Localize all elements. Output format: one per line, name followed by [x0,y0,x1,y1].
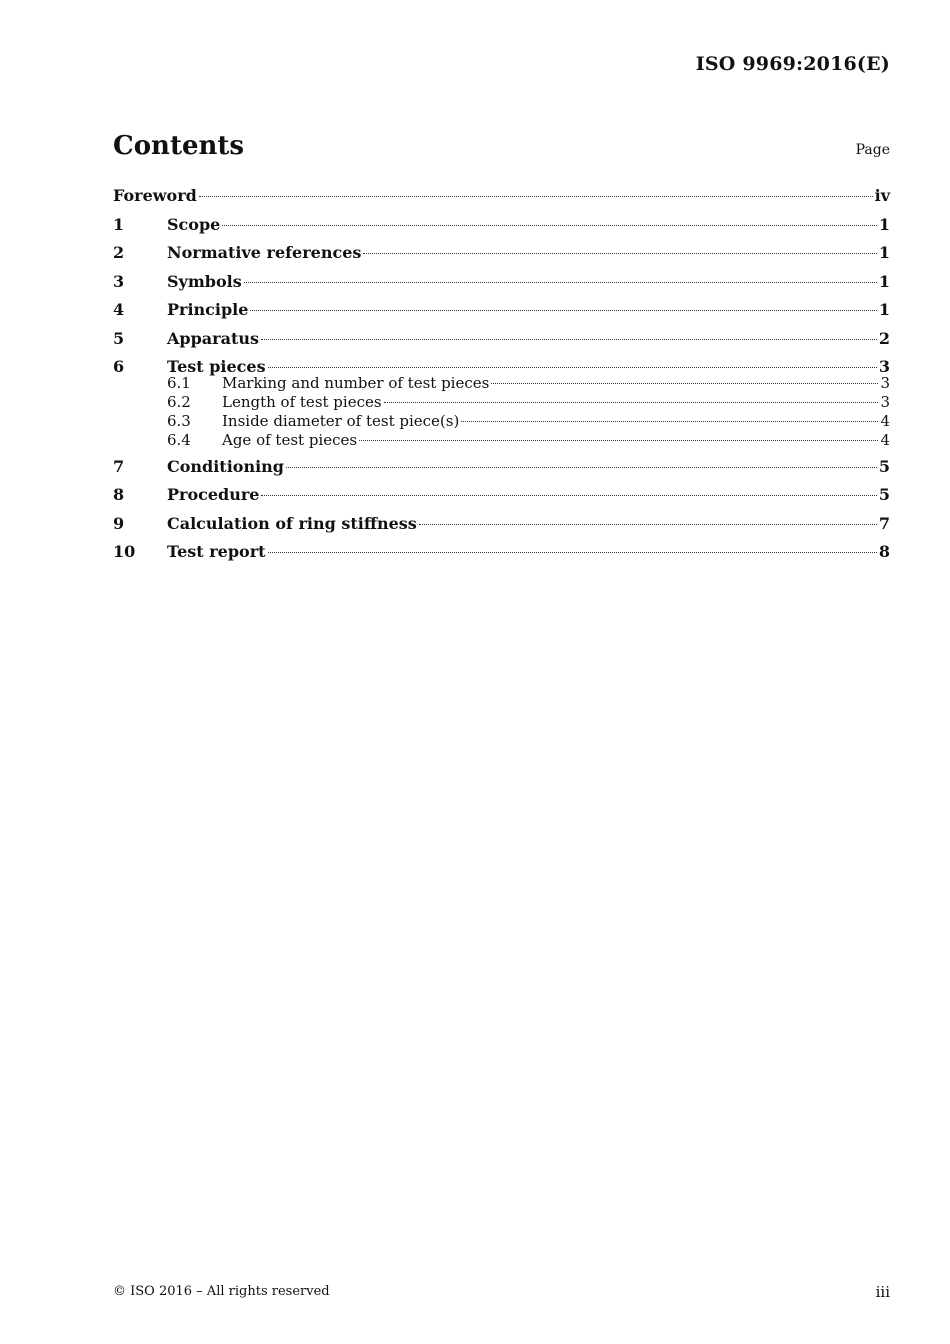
toc-entry-page: 1 [878,243,890,262]
dot-leader [286,467,877,468]
toc-entry[interactable] [113,213,890,242]
toc-entry[interactable] [113,327,890,356]
toc-entry-title: Apparatus [167,328,259,348]
toc-entry[interactable] [113,298,890,327]
toc-entry-title: Normative references [167,243,362,262]
toc-entry-page: 2 [878,328,890,348]
toc-entry-number: 5 [113,328,125,348]
toc-entry-number: 3 [113,271,125,291]
toc-entry[interactable] [113,184,890,213]
toc-entry-page: 1 [878,214,890,234]
toc-entry-page: 8 [878,542,890,561]
dot-leader [250,310,876,311]
toc-entry-title: Principle [167,300,249,319]
toc-entry-number: 7 [113,456,125,476]
toc-entry-title: Test pieces [167,357,266,376]
toc-entry-page: 5 [878,456,890,476]
footer-copyright: © ISO 2016 – All rights reserved [113,1284,330,1299]
toc-subentry[interactable] [113,412,890,431]
toc-entry-page: 1 [878,300,890,319]
toc-entry-title: Calculation of ring stiffness [167,513,417,533]
toc-subentry-number: 6.4 [167,430,191,449]
dot-leader [261,339,877,340]
document-id: ISO 9969:2016(E) [695,53,890,75]
dot-leader [363,253,876,254]
dot-leader [268,367,877,368]
toc-entry-page: iv [874,186,890,205]
toc-subentry-number: 6.2 [167,392,191,411]
dot-leader [384,402,879,403]
dot-leader [222,225,877,226]
toc-entry-title: Test report [167,542,266,561]
dot-leader [244,282,877,283]
toc-entry-number: 1 [113,214,125,234]
toc-subentry-page: 4 [880,411,890,430]
toc-entry-number: 8 [113,485,125,504]
dot-leader [268,552,877,553]
toc-subentry[interactable] [113,431,890,450]
page-column-label: Page [855,142,890,158]
toc-entry[interactable] [113,483,890,512]
toc-subentry-number: 6.3 [167,411,191,430]
toc-subentry-title: Length of test pieces [222,392,382,411]
dot-leader [419,524,877,525]
toc-entry-title: Foreword [113,186,197,205]
footer-page-number: iii [875,1283,890,1301]
toc-entry-title: Conditioning [167,456,284,476]
toc-subentry-page: 4 [880,430,890,449]
toc-subentry-page: 3 [880,373,890,392]
toc-entry[interactable] [113,241,890,270]
toc-subentry-title: Age of test pieces [222,430,358,449]
toc-entry-page: 1 [878,271,890,291]
dot-leader [461,421,878,422]
toc-entry-page: 7 [878,513,890,533]
toc-entry[interactable] [113,455,890,484]
toc-subentry-title: Inside diameter of test piece(s) [222,411,460,430]
dot-leader [491,383,878,384]
toc-entry[interactable] [113,270,890,299]
toc-entry-number: 4 [113,300,125,319]
dot-leader [359,440,878,441]
toc-subentry-page: 3 [880,392,890,411]
toc-entry[interactable] [113,512,890,541]
dot-leader [261,495,876,496]
toc-subentry-number: 6.1 [167,373,191,392]
toc-subentry[interactable] [113,393,890,412]
toc-entry-number: 6 [113,357,125,376]
toc-entry-title: Procedure [167,485,260,504]
table-of-contents [113,184,890,569]
toc-entry[interactable] [113,540,890,569]
toc-subentry-title: Marking and number of test pieces [222,373,490,392]
toc-entry-page: 5 [878,485,890,504]
toc-entry-number: 9 [113,513,125,533]
toc-entry-title: Symbols [167,271,242,291]
toc-entry-title: Scope [167,214,221,234]
toc-entry-page: 3 [878,357,890,376]
toc-subentries [113,374,890,450]
toc-entry-number: 2 [113,243,125,262]
contents-heading: Contents [113,131,245,161]
dot-leader [199,196,873,197]
toc-subentry[interactable] [113,374,890,393]
toc-entry-number: 10 [113,542,136,561]
